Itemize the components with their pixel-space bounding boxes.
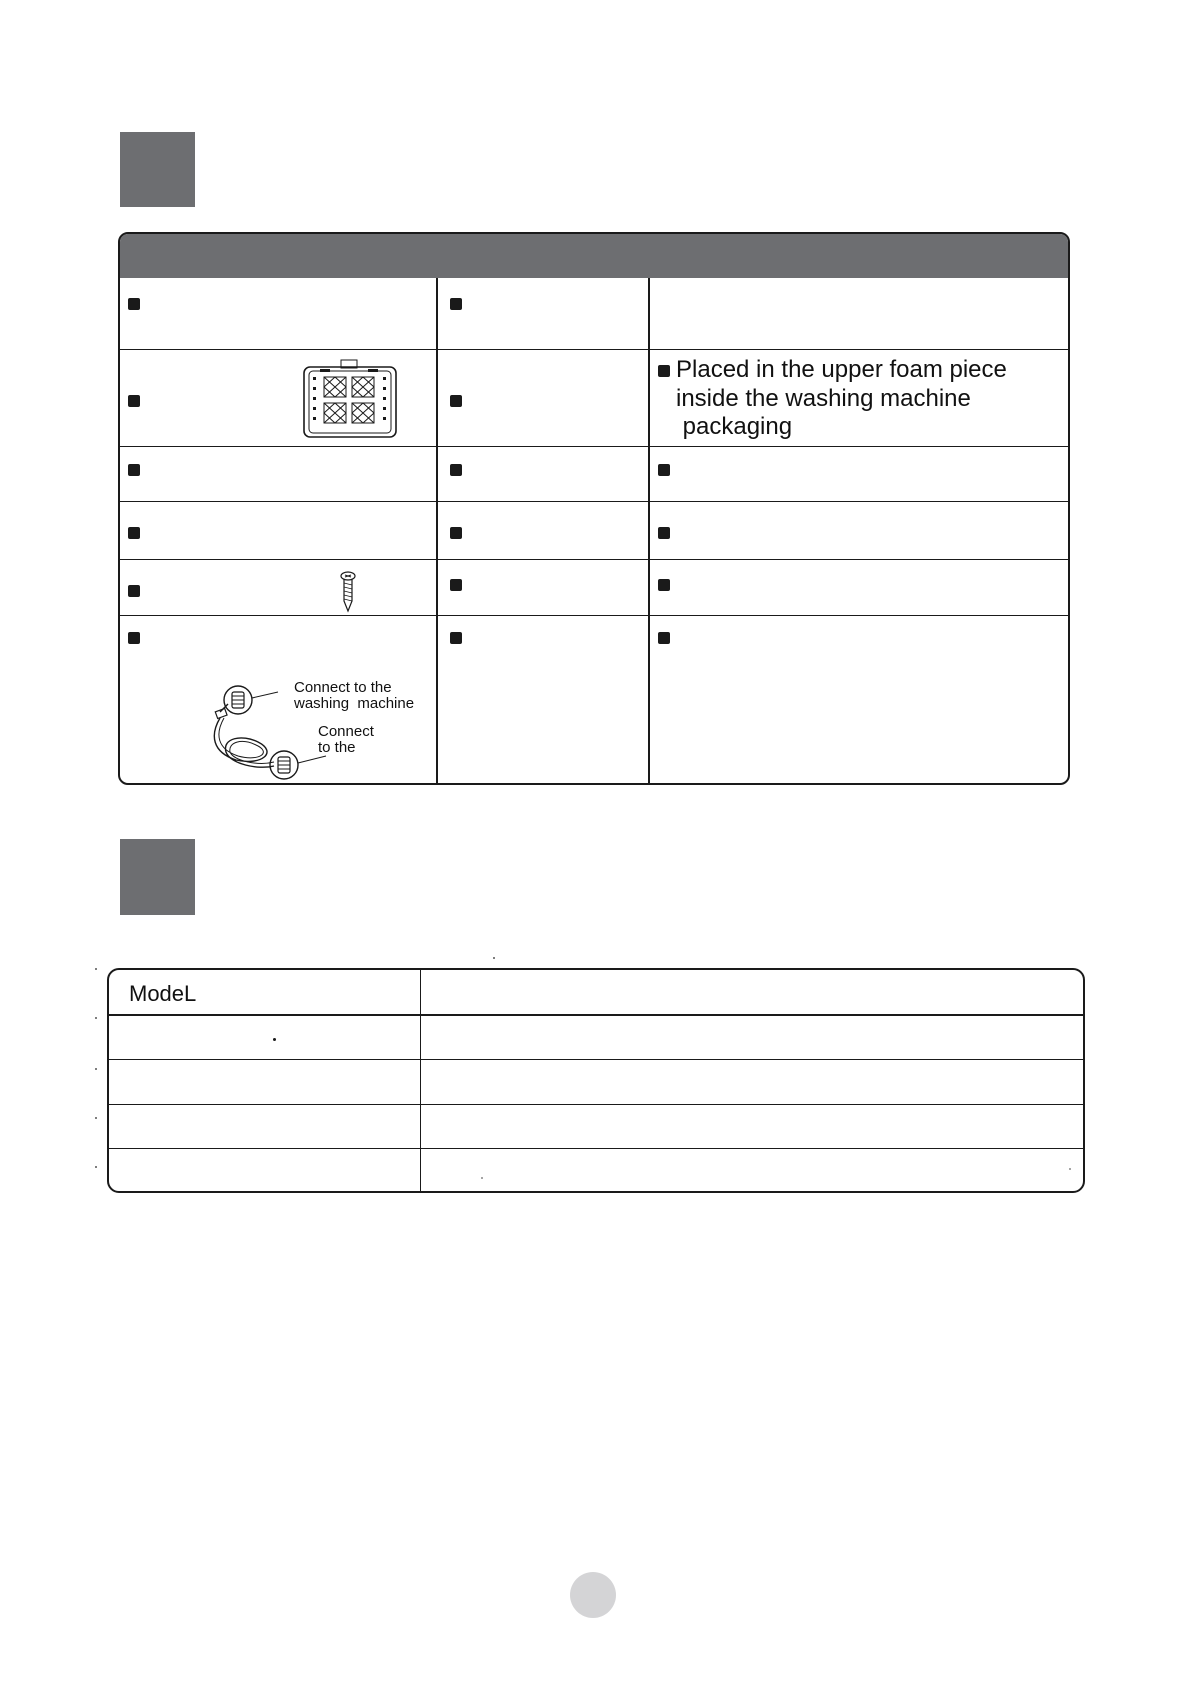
scan-dot [95, 1166, 97, 1168]
scan-dot [95, 1017, 97, 1019]
scan-dot [95, 1117, 97, 1119]
bullet-square-icon [128, 395, 140, 407]
row-divider [109, 1014, 1083, 1016]
screw-icon [340, 571, 356, 613]
hose-tap-end-label: Connect to the [318, 723, 374, 756]
bullet-square-icon [450, 527, 462, 539]
scan-dot [493, 957, 495, 959]
bullet-square-icon [128, 464, 140, 476]
bullet-square-icon [128, 298, 140, 310]
specifications-section-block [120, 839, 195, 915]
column-divider [436, 278, 438, 785]
spec-dot [1069, 1168, 1071, 1170]
row-divider [109, 1059, 1083, 1060]
bullet-square-icon [658, 527, 670, 539]
bullet-square-icon [658, 632, 670, 644]
bullet-square-icon [450, 579, 462, 591]
row-divider [109, 1148, 1083, 1149]
bullet-square-icon [450, 632, 462, 644]
row-divider [120, 501, 1068, 502]
page-number-circle [570, 1572, 616, 1618]
bullet-square-icon [128, 527, 140, 539]
model-label: ModeL [129, 981, 197, 1006]
column-divider [420, 970, 421, 1191]
bullet-square-icon [658, 365, 670, 377]
bullet-square-icon [128, 585, 140, 597]
row-divider [120, 446, 1068, 447]
row-divider [120, 349, 1068, 350]
bullet-square-icon [450, 395, 462, 407]
row-divider [120, 559, 1068, 560]
bullet-square-icon [658, 464, 670, 476]
specifications-table [107, 968, 1085, 1193]
row-divider [109, 1104, 1083, 1105]
accessories-section-block [120, 132, 195, 207]
bullet-square-icon [450, 298, 462, 310]
spec-dot [273, 1038, 276, 1041]
bullet-square-icon [450, 464, 462, 476]
scan-dot [95, 968, 97, 970]
bullet-square-icon [658, 579, 670, 591]
hose-machine-end-label: Connect to the washing machine [294, 679, 415, 712]
storage-note: Placed in the upper foam piece inside the washing machine packaging [676, 356, 1007, 440]
bullet-square-icon [128, 632, 140, 644]
accessories-table [118, 232, 1070, 785]
scan-dot [95, 1068, 97, 1070]
row-divider [120, 615, 1068, 616]
lint-filter-icon [302, 357, 398, 439]
spec-dot [481, 1177, 483, 1179]
accessories-table-header [120, 234, 1068, 278]
column-divider [648, 278, 650, 785]
